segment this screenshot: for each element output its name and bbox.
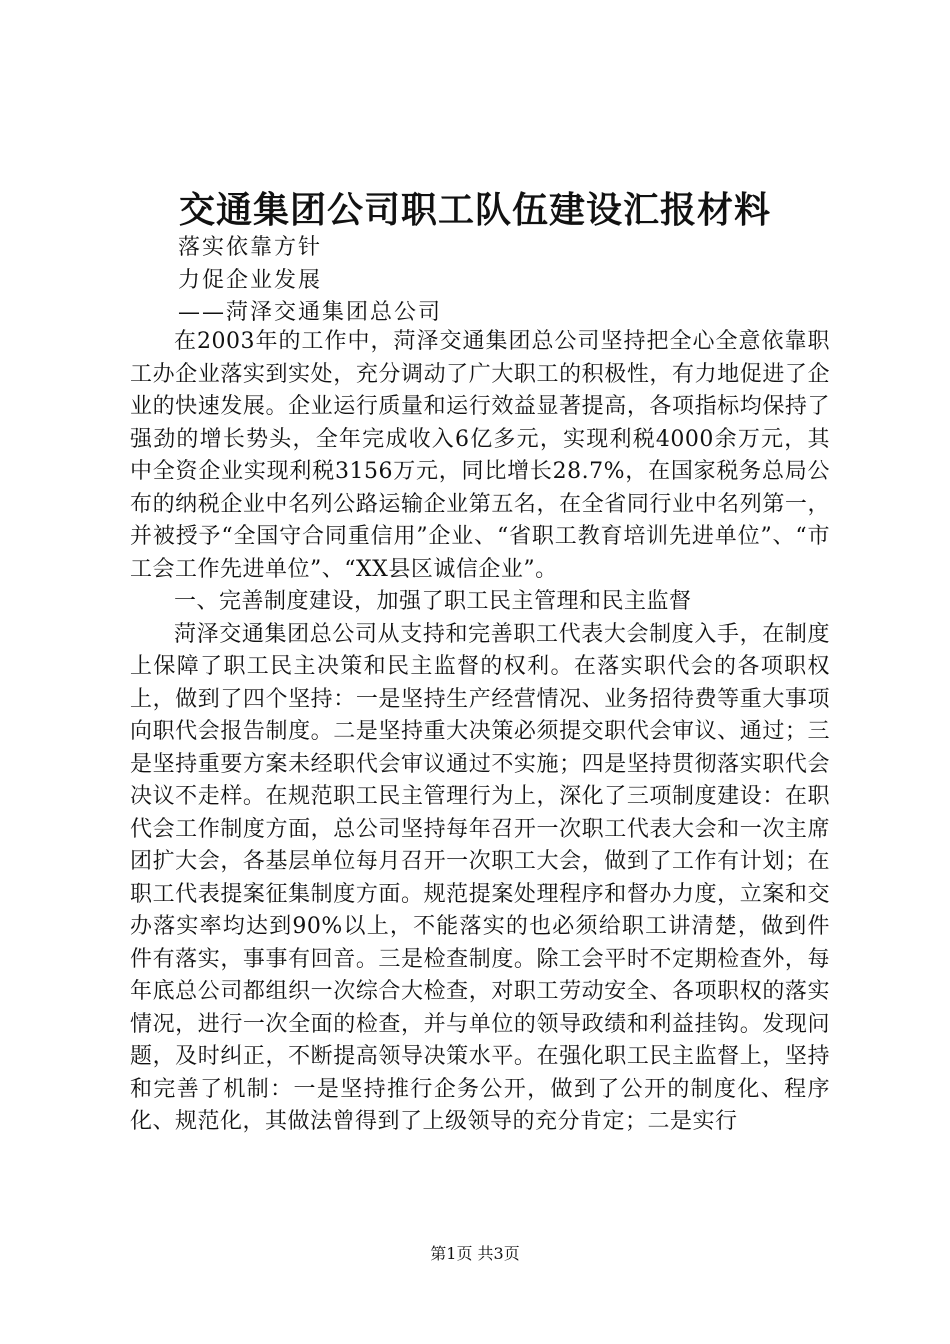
subtitle-line-1: 落实依靠方针 [178, 235, 323, 260]
section-heading-1: 一、完善制度建设，加强了职工民主管理和民主监督 [174, 589, 692, 614]
body-paragraph-intro: 在2003年的工作中，菏泽交通集团总公司坚持把全心全意依靠职工办企业落实到实处，充分调动了广大职工的积极性，有力地促进了企业的快速发展。企业运行质量和运行效益显著提高，各项指标均保持了强劲的增长势头，全年完成收入6亿多元，实现利税4000余万元，其中全资企业实现利税3156万元，同比增长28.7%，在国家税务总局公布的纳税企业中名列公路运输企业第五名，在全省同行业中名列第一，并被授予“全国守合同重信用”企业、“省职工教育培训先进单位”、“市工会工作先进单位”、“XX县区诚信企业”。 [130, 329, 830, 582]
body-paragraph-section-1: 菏泽交通集团总公司从支持和完善职工代表大会制度入手，在制度上保障了职工民主决策和民主监督的权利。在落实职代会的各项职权上，做到了四个坚持：一是坚持生产经营情况、业务招待费等重大事项向职代会报告制度。二是坚持重大决策必须提交职代会审议、通过；三是坚持重要方案未经职代会审议通过不实施；四是坚持贯彻落实职代会决议不走样。在规范职工民主管理行为上，深化了三项制度建设：在职代会工作制度方面，总公司坚持每年召开一次职工代表大会和一次主席团扩大会，各基层单位每月召开一次职工大会，做到了工作有计划；在职工代表提案征集制度方面。规范提案处理程序和督办力度，立案和交办落实率均达到90%以上，不能落实的也必须给职工讲清楚，做到件件有落实，事事有回音。三是检查制度。除工会平时不定期检查外，每年底总公司都组织一次综合大检查，对职工劳动安全、各项职权的落实情况，进行一次全面的检查，并与单位的领导政绩和利益挂钩。发现问题，及时纠正，不断提高领导决策水平。在强化职工民主监督上，坚持和完善了机制：一是坚持推行企务公开，做到了公开的制度化、程序化、规范化，其做法曾得到了上级领导的充分肯定；二是实行 [130, 621, 830, 1134]
subtitle-author-line: ——菏泽交通集团总公司 [178, 300, 443, 325]
document-title: 交通集团公司职工队伍建设汇报材料 [178, 189, 771, 231]
document-body [130, 326, 830, 1139]
page-footer: 第1页 共3页 [430, 1244, 520, 1263]
subtitle-line-2: 力促企业发展 [178, 268, 323, 293]
